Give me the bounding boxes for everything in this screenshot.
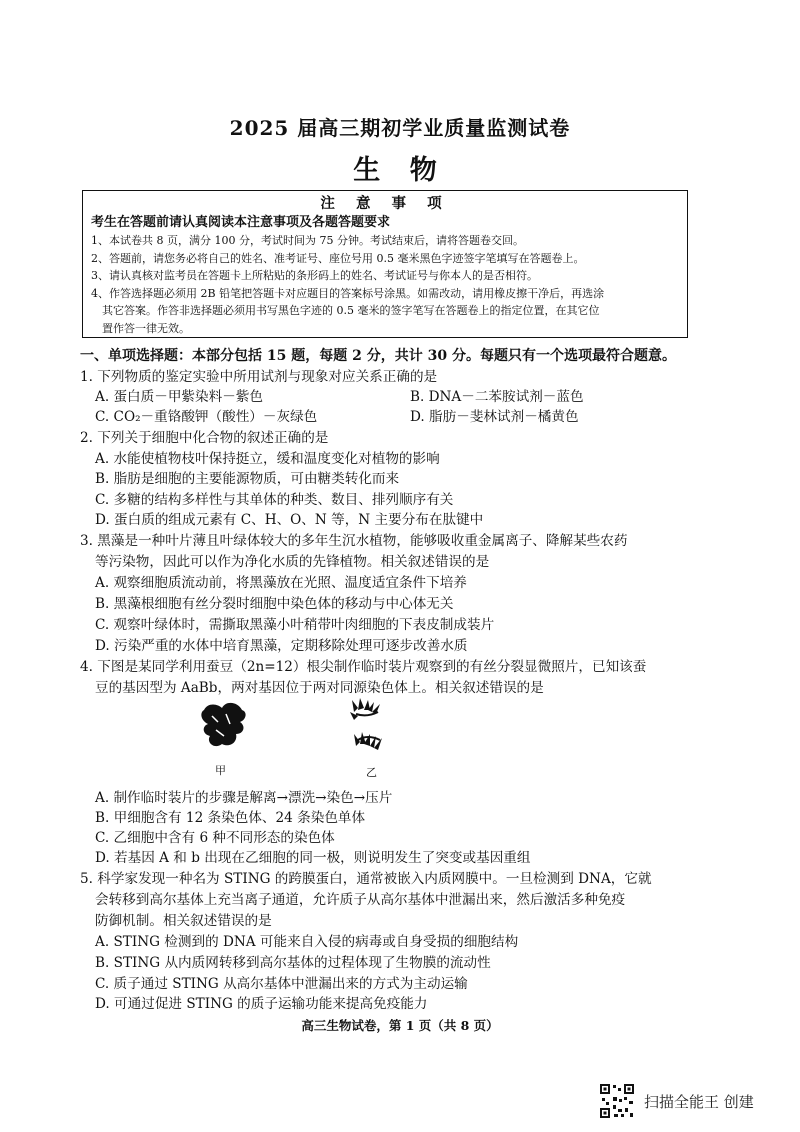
qr-code-icon bbox=[599, 1083, 635, 1119]
question-3-option-a: A. 观察细胞质流动前，将黑藻放在光照、温度适宜条件下培养 bbox=[95, 575, 467, 591]
figure-label-yi: 乙 bbox=[366, 766, 377, 779]
question-2-option-a: A. 水能使植物枝叶保持挺立，缓和温度变化对植物的影响 bbox=[95, 451, 440, 467]
scanner-watermark: 扫描全能王 创建 bbox=[644, 1093, 754, 1111]
section-heading: 一、单项选择题：本部分包括 15 题，每题 2 分，共计 30 分。每题只有一个选项最符合题意。 bbox=[80, 348, 676, 364]
notice-item: 1、本试卷共 8 页，满分 100 分，考试时间为 75 分钟。考试结束后，请将答题卷交回。 bbox=[91, 234, 524, 247]
question-4-option-c: C. 乙细胞中含有 6 种不同形态的染色体 bbox=[95, 830, 335, 846]
question-1-option-b: B. DNA－二苯胺试剂－蓝色 bbox=[410, 389, 584, 405]
question-1-stem: 1. 下列物质的鉴定实验中所用试剂与现象对应关系正确的是 bbox=[80, 369, 438, 385]
question-1-option-a: A. 蛋白质－甲紫染料－紫色 bbox=[95, 389, 263, 405]
page-footer: 高三生物试卷，第 1 页（共 8 页） bbox=[301, 1018, 499, 1033]
question-1-option-d: D. 脂肪－斐林试剂－橘黄色 bbox=[410, 409, 579, 425]
question-4-stem-cont: 豆的基因型为 AaBb，两对基因位于两对同源染色体上。相关叙述错误的是 bbox=[95, 680, 544, 696]
question-5-option-d: D. 可通过促进 STING 的质子运输功能来提高免疫能力 bbox=[95, 996, 428, 1012]
cell-jia-image bbox=[196, 696, 256, 756]
cell-yi-image bbox=[344, 694, 390, 758]
question-3-stem-cont: 等污染物，因此可以作为净化水质的先锋植物。相关叙述错误的是 bbox=[95, 554, 490, 570]
notice-item: 置作答一律无效。 bbox=[102, 321, 190, 335]
question-5-stem-cont: 防御机制。相关叙述错误的是 bbox=[95, 913, 272, 929]
question-2-option-b: B. 脂肪是细胞的主要能源物质，可由糖类转化而来 bbox=[95, 471, 400, 487]
figure-label-jia: 甲 bbox=[215, 764, 226, 777]
question-3-option-d: D. 污染严重的水体中培育黑藻，定期移除处理可逐步改善水质 bbox=[95, 638, 468, 654]
notice-item: 2、答题前，请您务必将自己的姓名、准考证号、座位号用 0.5 毫米黑色字迹签字笔填写在答题卷上。 bbox=[91, 251, 585, 265]
notice-item: 其它答案。作答非选择题必须用书写黑色字迹的 0.5 毫米的签字笔写在答题卷上的指定位置，在其它位 bbox=[102, 304, 600, 317]
notice-box bbox=[82, 190, 688, 338]
question-4-stem: 4. 下图是某同学利用蚕豆（2n=12）根尖制作临时装片观察到的有丝分裂显微照片，已知该蚕 bbox=[80, 659, 647, 675]
notice-heading: 考生在答题前请认真阅读本注意事项及各题答题要求 bbox=[91, 215, 391, 230]
question-4-option-a: A. 制作临时装片的步骤是解离→漂洗→染色→压片 bbox=[95, 790, 393, 806]
question-4-option-d: D. 若基因 A 和 b 出现在乙细胞的同一极，则说明发生了突变或基因重组 bbox=[95, 850, 531, 866]
question-5-stem-cont: 会转移到高尔基体上充当离子通道，允许质子从高尔基体中泄漏出来，然后激活多种免疫 bbox=[95, 892, 626, 908]
question-2-stem: 2. 下列关于细胞中化合物的叙述正确的是 bbox=[80, 430, 329, 446]
question-4-option-b: B. 甲细胞含有 12 条染色体、24 条染色单体 bbox=[95, 810, 366, 826]
question-3-stem: 3. 黑藻是一种叶片薄且叶绿体较大的多年生沉水植物，能够吸收重金属离子、降解某些农药 bbox=[80, 533, 628, 549]
question-3-option-c: C. 观察叶绿体时，需撕取黑藻小叶稍带叶肉细胞的下表皮制成装片 bbox=[95, 617, 495, 633]
notice-title: 注 意 事 项 bbox=[320, 195, 450, 212]
question-2-option-d: D. 蛋白质的组成元素有 C、H、O、N 等，N 主要分布在肽键中 bbox=[95, 512, 484, 528]
question-5-option-c: C. 质子通过 STING 从高尔基体中泄漏出来的方式为主动运输 bbox=[95, 976, 468, 992]
notice-item: 4、作答选择题必须用 2B 铅笔把答题卡对应题目的答案标号涂黑。如需改动，请用橡皮擦干净后，再选涂 bbox=[91, 286, 605, 300]
question-3-option-b: B. 黑藻根细胞有丝分裂时细胞中染色体的移动与中心体无关 bbox=[95, 596, 454, 612]
notice-item: 3、请认真核对监考员在答题卡上所粘贴的条形码上的姓名、考试证号与你本人的是否相符。 bbox=[91, 269, 538, 282]
question-5-option-b: B. STING 从内质网转移到高尔基体的过程体现了生物膜的流动性 bbox=[95, 955, 491, 971]
subject-title: 生 物 bbox=[353, 155, 447, 186]
question-5-stem: 5. 科学家发现一种名为 STING 的跨膜蛋白，通常被嵌入内质网膜中。一旦检测到 DNA，它就 bbox=[80, 871, 652, 887]
question-2-option-c: C. 多糖的结构多样性与其单体的种类、数目、排列顺序有关 bbox=[95, 492, 454, 508]
page-title: 2025 届高三期初学业质量监测试卷 bbox=[229, 116, 571, 140]
question-5-option-a: A. STING 检测到的 DNA 可能来自入侵的病毒或自身受损的细胞结构 bbox=[95, 934, 519, 950]
question-1-option-c: C. CO₂－重铬酸钾（酸性）－灰绿色 bbox=[95, 409, 318, 425]
